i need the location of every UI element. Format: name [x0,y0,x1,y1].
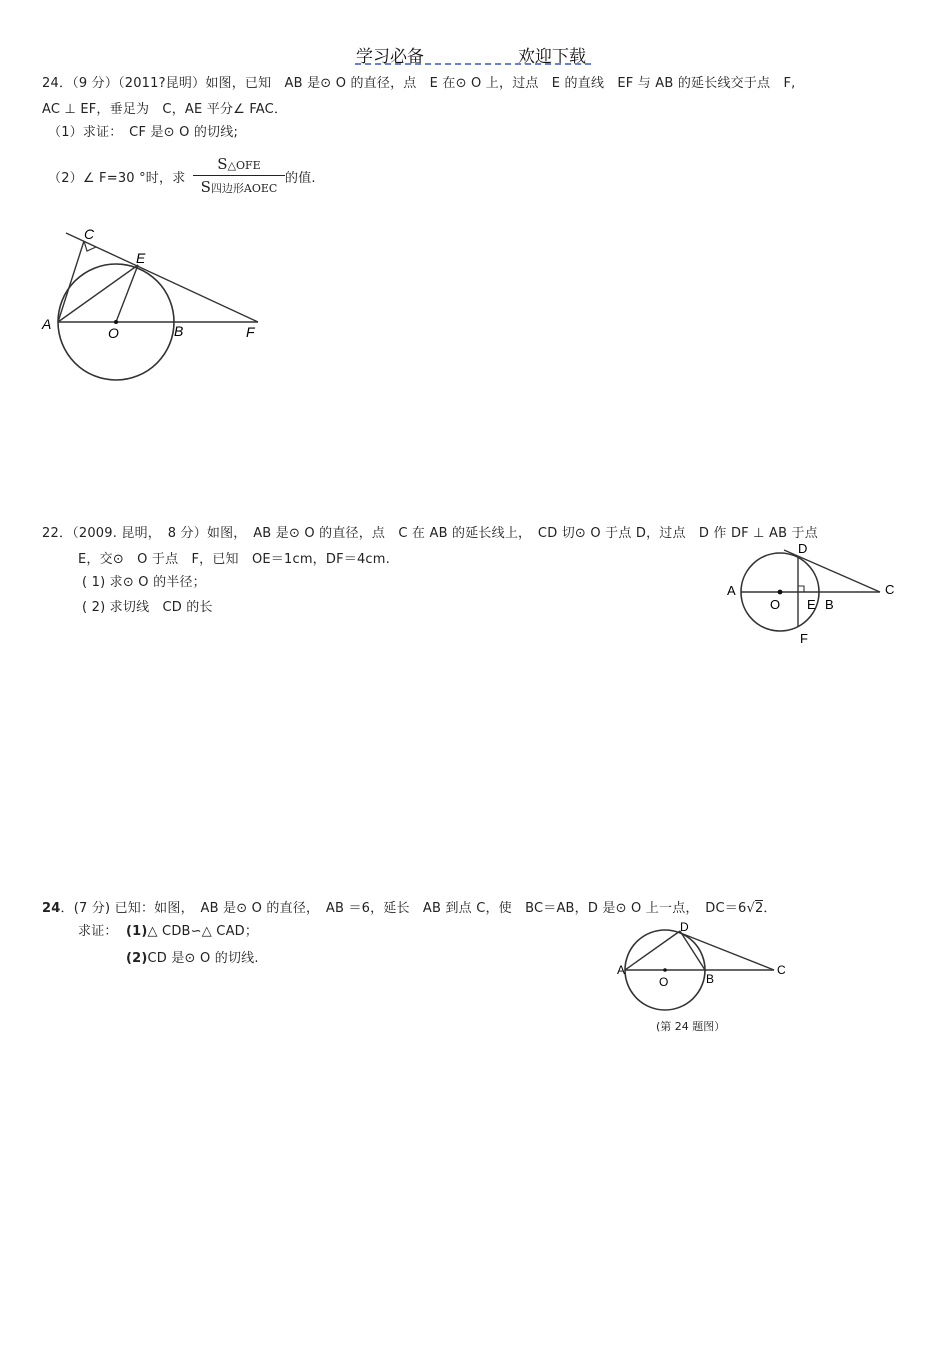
header-right-text: 欢迎下载 [518,47,586,67]
q2-figure [720,538,910,648]
q2-label-f: F [800,631,808,646]
q2-center-dot [778,590,783,595]
q3-line1-end: ． [763,901,777,916]
q1-label-a: A [42,316,52,332]
area-ratio-fraction [193,155,285,196]
q3-label-b: B [706,972,715,986]
q1-label-f: F [246,324,255,340]
q1-center-dot [114,320,118,324]
q3-part1 [126,920,258,939]
q1-part2-prefix: （2）∠ F=30 °时，求 [48,171,186,186]
fraction-numerator: S△OFE [217,155,261,173]
q3-line-db [680,931,705,970]
q1-part1: （1）求证： CF 是⊙ O 的切线; [48,125,239,140]
fraction-denominator: S四边形AOEC [200,178,278,196]
q2-part2: ( 2) 求切线 CD 的长 [82,600,213,615]
q3-part1-num: (1) [126,924,148,939]
q1-label-e: E [136,250,146,266]
q1-label-b: B [174,323,184,339]
sqrt-radicand: 2 [754,901,764,916]
q2-label-o: O [770,597,781,612]
q3-number: 24 [42,901,61,916]
q1-part2-suffix: 的值. [285,171,316,186]
q3-part2-num: (2) [126,951,148,966]
q3-label-o: O [659,975,669,989]
q3-prove-label: 求证： [78,924,118,939]
header-divider [355,63,591,65]
q1-line-cf [66,233,258,322]
q2-label-d: D [798,541,808,556]
q3-figure [612,918,797,1018]
q1-line1: 24．（9 分）（2011?昆明）如图，已知 AB 是⊙ O 的直径，点 E 在⊙ O 上，过点 E 的直线 EF 与 AB 的延长线交于点 F, [42,76,796,91]
q1-line-ac [58,241,84,322]
q2-right-angle-mark [798,586,804,592]
q2-label-b: B [825,597,834,612]
q3-label-d: D [680,920,689,934]
q3-part2-text: CD 是⊙ O 的切线. [147,951,259,966]
q2-label-a: A [727,583,736,598]
q2-line1: 22．（2009. 昆明， 8 分）如图， AB 是⊙ O 的直径，点 C 在 AB 的延长线上， CD 切⊙ O 于点 D，过点 D 作 DF ⊥ AB 于点 [42,526,818,541]
q3-center-dot [663,968,667,972]
q3-label-c: C [777,963,786,977]
q3-figure-caption: (第 24 题图） [656,1020,726,1033]
q2-label-e: E [807,597,816,612]
q3-part1-text: △ CDB∽△ CAD； [147,924,259,939]
header-left-text: 学习必备 [356,47,424,67]
q1-label-c: C [84,226,95,242]
q1-line2: AC ⊥ EF，垂足为 C，AE 平分∠ FAC． [42,102,288,117]
q1-line-ae [58,265,138,322]
fraction-bar [193,175,285,176]
q3-line1-text: ．(7 分) 已知：如图， AB 是⊙ O 的直径， AB ＝6，延长 AB 到点 C，使 BC＝AB，D 是⊙ O 上一点， DC＝6 [60,901,747,916]
q3-line-ad [625,931,680,970]
q3-line1 [42,897,777,916]
q3-part2 [126,947,259,966]
q1-label-o: O [108,325,119,341]
q1-figure [38,225,273,385]
q3-label-a: A [617,963,626,977]
q2-part1: ( 1) 求⊙ O 的半径； [82,575,206,590]
q2-label-c: C [885,582,895,597]
sqrt-symbol: √2 [746,901,764,916]
q2-line2: E，交⊙ O 于点 F，已知 OE＝1cm，DF＝4cm. [78,552,390,567]
